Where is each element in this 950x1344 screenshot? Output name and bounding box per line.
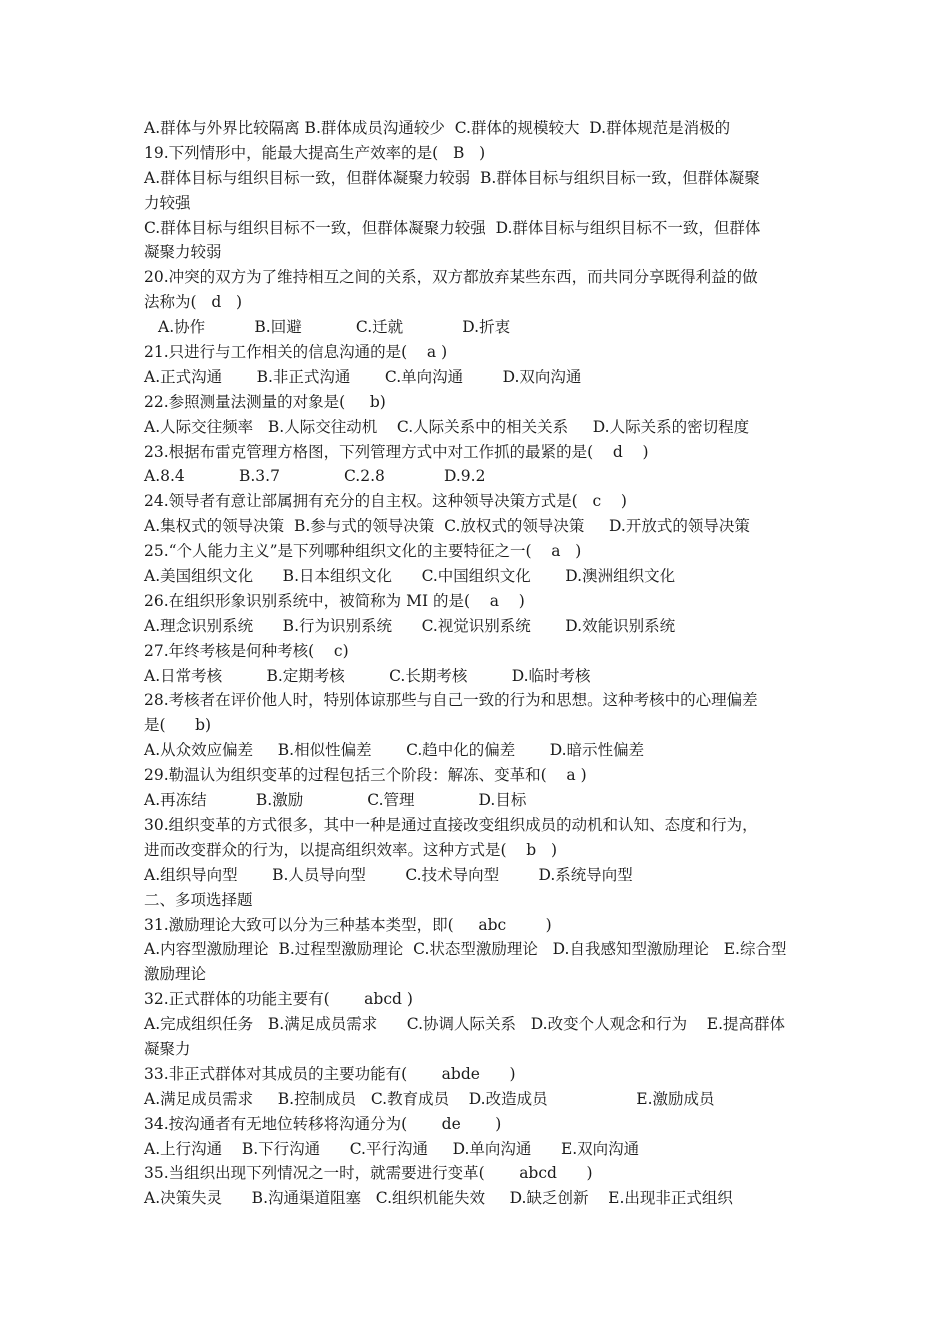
question-line: 20.冲突的双方为了维持相互之间的关系，双方都放弃某些东西，而共同分享既得利益的做: [144, 268, 758, 287]
question-line: 23.根据布雷克管理方格图，下列管理方式中对工作抓的最紧的是( d ): [144, 442, 649, 461]
options-line: A.日常考核 B.定期考核 C.长期考核 D.临时考核: [144, 666, 591, 685]
options-line: A.上行沟通 B.下行沟通 C.平行沟通 D.单向沟通 E.双向沟通: [144, 1139, 640, 1158]
question-line: 35.当组织出现下列情况之一时，就需要进行变革( abcd ): [144, 1164, 593, 1183]
options-line: 激励理论: [144, 965, 207, 984]
question-line: 26.在组织形象识别系统中，被简称为 MI 的是( a ): [144, 591, 525, 610]
text-line: A.群体与外界比较隔离 B.群体成员沟通较少 C.群体的规模较大 D.群体规范是消极的: [144, 119, 731, 137]
question-line: 29.勒温认为组织变革的过程包括三个阶段：解冻、变革和( a ): [144, 766, 587, 785]
options-line: A.群体目标与组织目标一致，但群体凝聚力较弱 B.群体目标与组织目标一致，但群体凝聚: [144, 168, 760, 187]
question-line: 是( b): [144, 716, 212, 735]
question-line: 31.激励理论大致可以分为三种基本类型，即( abc ): [144, 915, 552, 934]
options-line: A.内容型激励理论 B.过程型激励理论 C.状态型激励理论 D.自我感知型激励理论 E.综合型: [144, 940, 787, 959]
options-line: 凝聚力较弱: [144, 243, 222, 262]
question-line: 24.领导者有意让部属拥有充分的自主权。这种领导决策方式是( c ): [144, 492, 627, 511]
options-line: A.完成组织任务 B.满足成员需求 C.协调人际关系 D.改变个人观念和行为 E.提高群体: [144, 1015, 786, 1034]
options-line: 力较强: [144, 193, 191, 212]
options-line: A.集权式的领导决策 B.参与式的领导决策 C.放权式的领导决策 D.开放式的领导决策: [144, 517, 750, 536]
options-line: A.理念识别系统 B.行为识别系统 C.视觉识别系统 D.效能识别系统: [144, 616, 676, 635]
options-line: 凝聚力: [144, 1039, 191, 1058]
options-line: A.协作 B.回避 C.迁就 D.折衷: [158, 318, 511, 337]
question-line: 21.只进行与工作相关的信息沟通的是( a ): [144, 343, 448, 362]
question-line: 25.“个人能力主义”是下列哪种组织文化的主要特征之一( a ): [144, 542, 582, 561]
question-line: 28.考核者在评价他人时，特别体谅那些与自己一致的行为和思想。这种考核中的心理偏差: [144, 691, 758, 710]
options-line: A.美国组织文化 B.日本组织文化 C.中国组织文化 D.澳洲组织文化: [144, 567, 676, 586]
question-line: 33.非正式群体对其成员的主要功能有( abde ): [144, 1064, 516, 1083]
options-line: C.群体目标与组织目标不一致，但群体凝聚力较强 D.群体目标与组织目标不一致，但群体: [144, 218, 761, 237]
question-line: 27.年终考核是何种考核( c): [144, 641, 349, 660]
options-line: A.人际交往频率 B.人际交往动机 C.人际关系中的相关关系 D.人际关系的密切程度: [144, 417, 750, 436]
question-line: 19.下列情形中，能最大提高生产效率的是( B ): [144, 143, 486, 162]
question-line: 22.参照测量法测量的对象是( b): [144, 392, 386, 411]
question-line: 法称为( d ): [144, 293, 243, 312]
options-line: A.再冻结 B.激励 C.管理 D.目标: [144, 791, 527, 810]
options-line: A.组织导向型 B.人员导向型 C.技术导向型 D.系统导向型: [144, 865, 633, 884]
document-page: [144, 116, 814, 1211]
options-line: A.正式沟通 B.非正式沟通 C.单向沟通 D.双向沟通: [144, 367, 582, 386]
question-line: 34.按沟通者有无地位转移将沟通分为( de ): [144, 1114, 502, 1133]
question-line: 32.正式群体的功能主要有( abcd ): [144, 990, 413, 1009]
options-line: A.8.4 B.3.7 C.2.8 D.9.2: [144, 467, 486, 486]
section-heading: 二、多项选择题: [144, 890, 253, 909]
options-line: A.满足成员需求 B.控制成员 C.教育成员 D.改造成员 E.激励成员: [144, 1089, 715, 1108]
options-line: A.决策失灵 B.沟通渠道阻塞 C.组织机能失效 D.缺乏创新 E.出现非正式组织: [144, 1189, 733, 1208]
question-line: 30.组织变革的方式很多，其中一种是通过直接改变组织成员的动机和认知、态度和行为，: [144, 815, 758, 834]
options-line: A.从众效应偏差 B.相似性偏差 C.趋中化的偏差 D.暗示性偏差: [144, 741, 645, 760]
question-line: 进而改变群众的行为，以提高组织效率。这种方式是( b ): [144, 840, 558, 859]
